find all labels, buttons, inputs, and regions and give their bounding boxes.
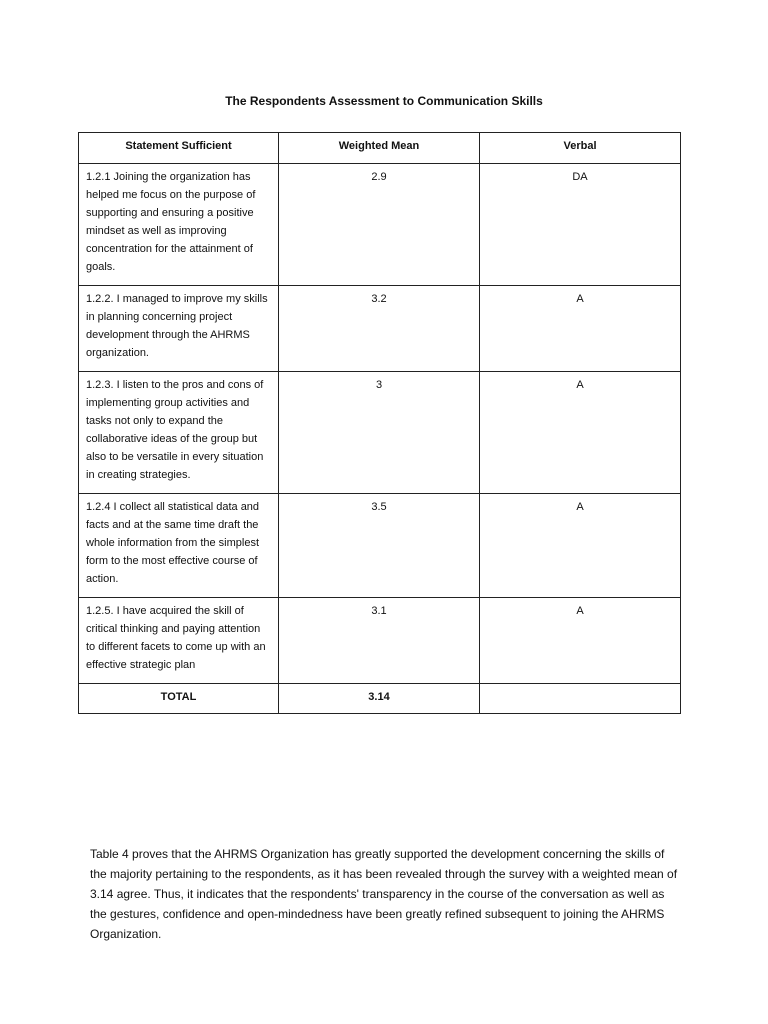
statement-cell: 1.2.3. I listen to the pros and cons of implementing group activities and tasks not only to expand the collaborative ideas of the group but also to be versatile in every situation in creating strategies.: [79, 372, 279, 494]
total-verbal: [480, 684, 681, 714]
total-label: TOTAL: [79, 684, 279, 714]
weighted-mean-cell: 3.2: [279, 286, 480, 372]
statement-cell: 1.2.1 Joining the organization has helped me focus on the purpose of supporting and ensuring a positive mindset as well as improving concentration for the attainment of goals.: [79, 164, 279, 286]
statement-cell: 1.2.4 I collect all statistical data and facts and at the same time draft the whole information from the simplest form to the most effective course of action.: [79, 494, 279, 598]
total-weighted-mean: 3.14: [279, 684, 480, 714]
weighted-mean-cell: 3.1: [279, 598, 480, 684]
statement-cell: 1.2.5. I have acquired the skill of critical thinking and paying attention to different facets to come up with an effective strategic plan: [79, 598, 279, 684]
table-row: [79, 494, 681, 598]
verbal-cell: A: [480, 286, 681, 372]
table-row: [79, 164, 681, 286]
table-header-row: [79, 133, 681, 164]
table-row: [79, 598, 681, 684]
header-verbal: Verbal: [480, 133, 681, 164]
total-row: [79, 684, 681, 714]
assessment-table: [78, 132, 681, 714]
weighted-mean-cell: 3: [279, 372, 480, 494]
weighted-mean-cell: 2.9: [279, 164, 480, 286]
page-title: The Respondents Assessment to Communication Skills: [225, 94, 543, 108]
summary-paragraph: Table 4 proves that the AHRMS Organization has greatly supported the development concerning the skills of the majority pertaining to the respondents, as it has been revealed through the survey with a weighted mean of 3.14 agree. Thus, it indicates that the respondents' transparency in the course of the conversation as well as the gestures, confidence and open-mindedness have been greatly refined subsequent to joining the AHRMS Organization.: [90, 847, 678, 941]
verbal-cell: A: [480, 598, 681, 684]
header-weighted-mean: Weighted Mean: [279, 133, 480, 164]
header-statement: Statement Sufficient: [79, 133, 279, 164]
table-row: [79, 372, 681, 494]
weighted-mean-cell: 3.5: [279, 494, 480, 598]
verbal-cell: DA: [480, 164, 681, 286]
statement-cell: 1.2.2. I managed to improve my skills in planning concerning project development through the AHRMS organization.: [79, 286, 279, 372]
verbal-cell: A: [480, 494, 681, 598]
verbal-cell: A: [480, 372, 681, 494]
table-row: [79, 286, 681, 372]
